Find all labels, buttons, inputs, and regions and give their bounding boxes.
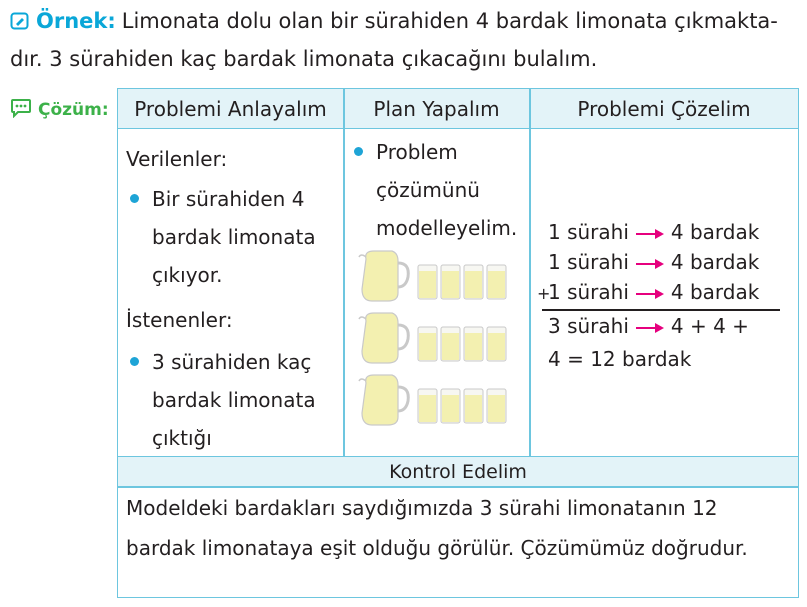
bullet-dot: [354, 147, 363, 156]
calc-result: [548, 311, 749, 341]
asked-label: İstenenler:: [126, 308, 233, 332]
calc-row-3: [548, 277, 759, 307]
example-line-1: [10, 6, 778, 39]
glass-icon: [487, 389, 506, 423]
result-line-2: 4 = 12 bardak: [548, 347, 692, 371]
right-arrow-icon: [635, 227, 665, 241]
check-line-1: Modeldeki bardakları saydığımızda 3 sürahi limonatanın 12: [126, 496, 718, 520]
glass-icon: [464, 389, 483, 423]
glass-icon: [418, 265, 437, 299]
given-label: Verilenler:: [126, 147, 228, 171]
plan-line-1: Problem: [376, 140, 458, 164]
result-right: 4 + 4 +: [670, 314, 749, 338]
solution-tag-text: Çözüm:: [38, 100, 109, 120]
glass-icon: [487, 327, 506, 361]
model-row: [359, 313, 506, 363]
bullet-dot: [130, 194, 139, 203]
given-line-1: Bir sürahiden 4: [152, 187, 305, 211]
pencil-note-icon: [10, 9, 30, 39]
column-divider: [343, 89, 345, 457]
calc-left: 1 sürahi: [548, 220, 629, 244]
check-header: Kontrol Edelim: [118, 457, 798, 487]
asked-line-3: çıktığı: [152, 426, 212, 450]
plan-line-2: çözümünü: [376, 178, 480, 202]
asked-line-2: bardak limonata: [152, 388, 316, 412]
right-arrow-icon: [635, 321, 665, 335]
calc-right: 4 bardak: [670, 220, 760, 244]
jug-and-glasses-model: [358, 249, 528, 449]
right-arrow-icon: [635, 257, 665, 271]
glass-icon: [441, 265, 460, 299]
given-line-2: bardak limonata: [152, 225, 316, 249]
plan-line-3: modelleyelim.: [376, 216, 518, 240]
glass-icon: [464, 327, 483, 361]
jug-icon: [359, 251, 408, 301]
bullet-dot: [130, 357, 139, 366]
speech-bubble-icon: [10, 98, 32, 123]
calc-left: 1 sürahi: [548, 250, 629, 274]
calc-right: 4 bardak: [670, 280, 760, 304]
solution-label: [10, 98, 109, 123]
calc-left: 1 sürahi: [548, 280, 629, 304]
right-arrow-icon: [635, 287, 665, 301]
glass-icon: [441, 389, 460, 423]
example-text-1: Limonata dolu olan bir sürahiden 4 bardak limonata çıkmakta-: [121, 9, 778, 33]
check-line-2: bardak limonataya eşit olduğu görülür. Çözümümüz doğrudur.: [126, 536, 748, 560]
asked-line-1: 3 sürahiden kaç: [152, 350, 312, 374]
column-divider: [529, 89, 531, 457]
solution-table: [117, 88, 799, 598]
glass-icon: [418, 327, 437, 361]
model-row: [359, 375, 506, 425]
glass-icon: [487, 265, 506, 299]
glass-icon: [464, 265, 483, 299]
calc-right: 4 bardak: [670, 250, 760, 274]
glass-icon: [441, 327, 460, 361]
header-understand: Problemi Anlayalım: [118, 89, 343, 129]
jug-icon: [359, 375, 408, 425]
header-solve: Problemi Çözelim: [530, 89, 798, 129]
jug-icon: [359, 313, 408, 363]
header-plan: Plan Yapalım: [343, 89, 530, 129]
plus-sign: +: [537, 284, 551, 303]
example-text-2: dır. 3 sürahiden kaç bardak limonata çıkacağını bulalım.: [10, 47, 598, 71]
glass-icon: [418, 389, 437, 423]
calc-row-2: [548, 247, 759, 277]
row-divider: [118, 486, 798, 488]
result-left: 3 sürahi: [548, 314, 629, 338]
calc-row-1: [548, 217, 759, 247]
example-tag: Örnek:: [36, 9, 116, 33]
model-row: [359, 251, 506, 301]
given-line-3: çıkıyor.: [152, 263, 223, 287]
